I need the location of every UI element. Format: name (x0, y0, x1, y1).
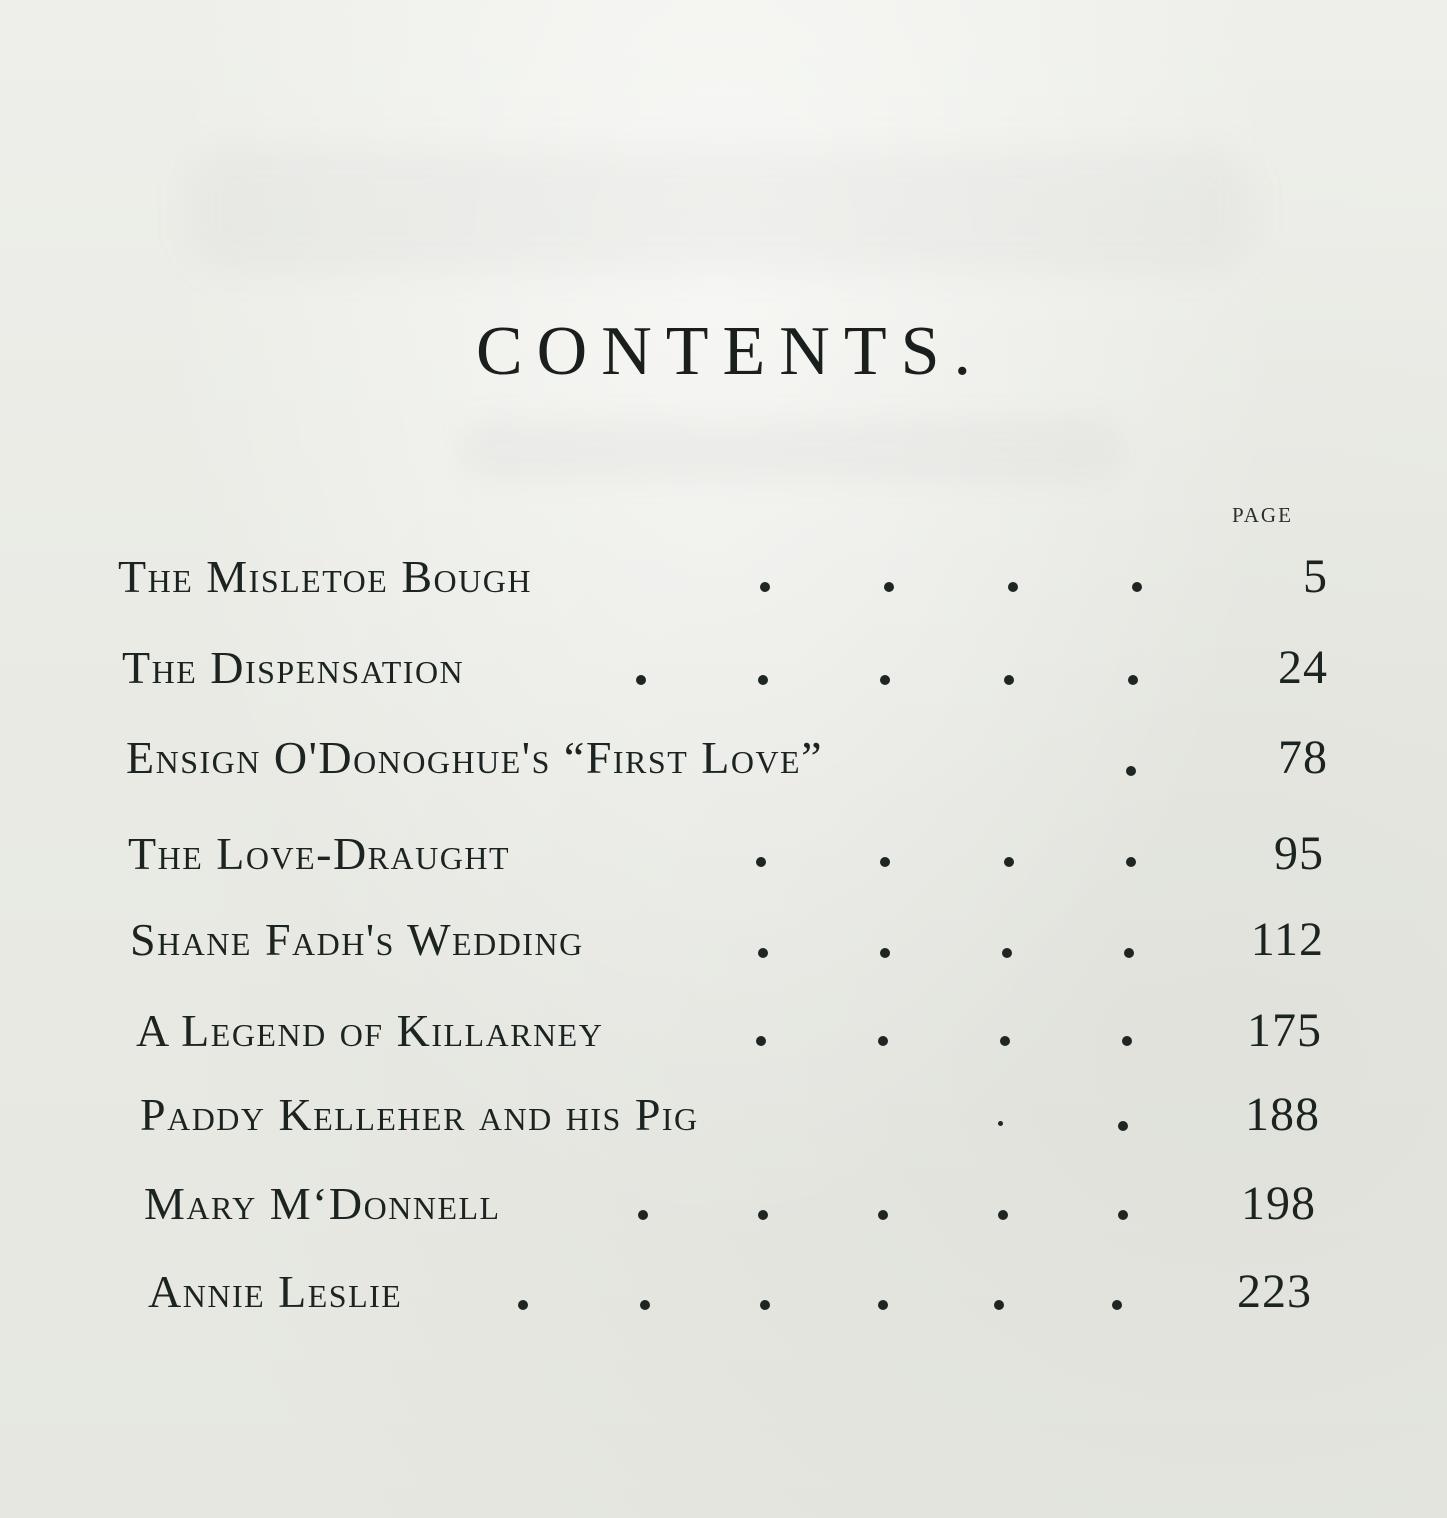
toc-entry-page: 198 (1241, 1177, 1316, 1230)
toc-entry-page: 175 (1247, 1004, 1322, 1057)
leader-dot (756, 857, 766, 867)
show-through-shadow (190, 150, 1250, 270)
show-through-shadow (460, 420, 1120, 480)
leader-dot (758, 948, 768, 958)
toc-entry[interactable] (144, 1174, 1324, 1234)
leader-dot (1118, 1121, 1128, 1131)
leader-dot (636, 675, 646, 685)
toc-entry-title: Paddy Kelleher and his Pig (140, 1089, 699, 1140)
toc-entry[interactable] (128, 824, 1334, 884)
leader-dot (998, 1210, 1008, 1220)
contents-heading: CONTENTS. (475, 313, 986, 390)
leader-dot (1126, 857, 1136, 867)
leader-dot (758, 1210, 768, 1220)
leader-dot (640, 1300, 650, 1310)
leader-dot (880, 675, 890, 685)
leader-dot (518, 1300, 528, 1310)
toc-entry-title: The Dispensation (122, 642, 465, 693)
toc-entry-title: A Legend of Killarney (136, 1005, 604, 1056)
leader-dot (998, 1121, 1003, 1126)
leader-dot (1004, 675, 1014, 685)
toc-entry-title: The Love-Draught (128, 828, 510, 879)
leader-dot (756, 1036, 766, 1046)
toc-entry[interactable] (130, 910, 1330, 970)
toc-entry-title: Annie Leslie (148, 1266, 403, 1317)
leader-dot (1002, 948, 1012, 958)
leader-dot (760, 1300, 770, 1310)
leader-dot (878, 1210, 888, 1220)
leader-dot (1124, 948, 1134, 958)
leader-dot (1112, 1300, 1122, 1310)
leader-dot (1008, 582, 1018, 592)
toc-entry-title: Shane Fadh's Wedding (130, 914, 584, 965)
leader-dot (994, 1300, 1004, 1310)
toc-entry[interactable] (118, 547, 1338, 607)
leader-dot (758, 675, 768, 685)
leader-dot (1126, 766, 1136, 776)
leader-dot (1004, 857, 1014, 867)
toc-entry-page: 78 (1278, 731, 1328, 784)
toc-entry[interactable] (140, 1085, 1324, 1145)
toc-entry-page: 188 (1245, 1088, 1320, 1141)
toc-entry-page: 24 (1278, 641, 1328, 694)
toc-entry-title: Ensign O'Donoghue's “First Love” (126, 732, 824, 783)
leader-dot (1118, 1210, 1128, 1220)
leader-dot (884, 582, 894, 592)
toc-entry-page: 223 (1237, 1265, 1312, 1318)
leader-dot (878, 1300, 888, 1310)
toc-entry[interactable] (122, 638, 1338, 698)
toc-entry-page: 95 (1274, 827, 1324, 880)
toc-entry-title: The Misletoe Bough (118, 551, 532, 602)
page-column-label: page (1232, 496, 1293, 529)
toc-entry-page: 5 (1303, 550, 1328, 603)
leader-dot (1122, 1036, 1132, 1046)
leader-dot (1000, 1036, 1010, 1046)
toc-entry-title: Mary M‘Donnell (144, 1178, 501, 1229)
leader-dot (878, 1036, 888, 1046)
leader-dot (638, 1210, 648, 1220)
toc-entry[interactable] (148, 1262, 1318, 1322)
toc-entry[interactable] (126, 728, 1336, 788)
leader-dot (1132, 582, 1142, 592)
toc-entry[interactable] (136, 1001, 1328, 1061)
leader-dot (1128, 675, 1138, 685)
leader-dot (880, 948, 890, 958)
leader-dot (760, 582, 770, 592)
leader-dot (880, 857, 890, 867)
toc-entry-page: 112 (1250, 913, 1324, 966)
